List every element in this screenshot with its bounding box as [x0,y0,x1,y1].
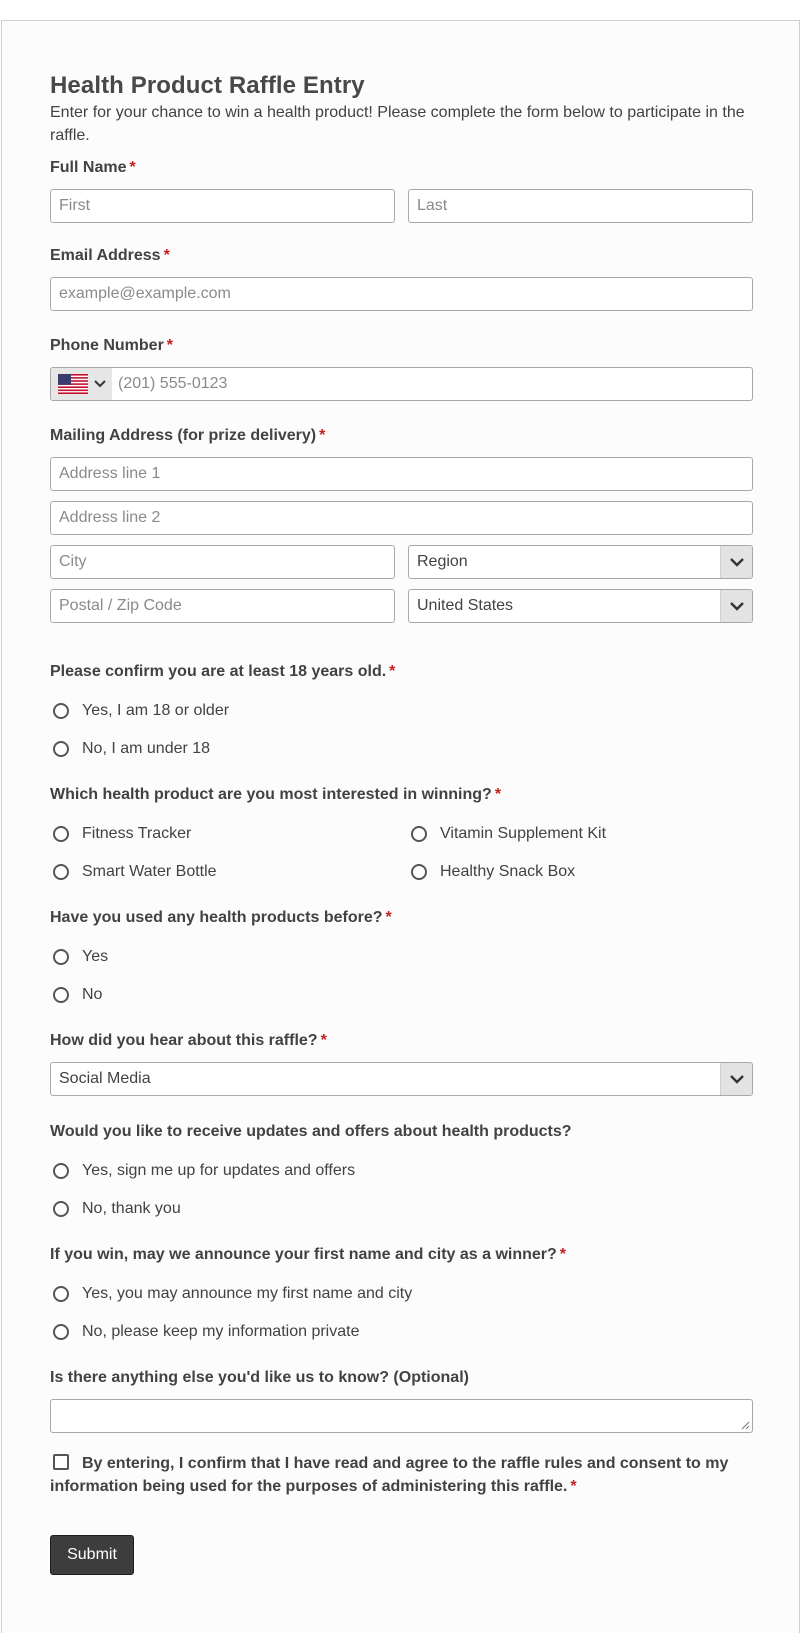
required-marker: * [319,427,326,444]
last-name-input[interactable] [408,189,753,223]
updates-option-no[interactable]: No, thank you [50,1200,181,1218]
product-option-fitness-tracker[interactable]: Fitness Tracker [50,825,191,843]
country-code-select[interactable] [51,368,112,400]
region-select-value: Region [417,553,468,570]
required-marker: * [494,786,502,803]
announce-label: If you win, may we announce your first name and city as a winner? * [50,1246,567,1263]
radio-button[interactable] [53,949,69,965]
address-line2-input[interactable] [50,501,753,535]
used-before-label: Have you used any health products before? * [50,909,392,926]
age-option-yes[interactable]: Yes, I am 18 or older [50,702,229,720]
notes-textarea[interactable] [50,1399,753,1433]
us-flag-icon [58,374,88,394]
radio-button[interactable] [53,1163,69,1179]
region-select[interactable] [408,545,753,579]
form-card [1,20,800,1633]
consent-checkbox[interactable] [53,1454,69,1470]
form-description: Enter for your chance to win a health product! Please complete the form below to participate in the raffle. [50,104,745,144]
consent-text: By entering, I confirm that I have read and agree to the raffle rules and consent to my information being used for the purposes of administering this raffle. [50,1455,729,1495]
radio-button[interactable] [53,1324,69,1340]
radio-button[interactable] [53,703,69,719]
updates-option-yes[interactable]: Yes, sign me up for updates and offers [50,1162,355,1180]
country-select[interactable] [408,589,753,623]
required-marker: * [559,1246,567,1263]
required-marker: * [389,663,396,680]
first-name-input[interactable] [50,189,395,223]
required-marker: * [320,1032,327,1049]
chevron-down-icon [720,1063,752,1095]
product-option-snack-box[interactable]: Healthy Snack Box [408,863,575,881]
radio-button[interactable] [53,864,69,880]
radio-button[interactable] [53,1286,69,1302]
required-marker: * [385,909,392,926]
phone-label: Phone Number * [50,337,174,354]
used-before-option-yes[interactable]: Yes [50,948,108,966]
radio-button[interactable] [53,1201,69,1217]
phone-input[interactable] [112,368,752,400]
country-select-value: United States [417,597,514,614]
heard-about-select[interactable] [50,1062,753,1096]
email-input[interactable] [50,277,753,311]
required-marker: * [570,1478,577,1495]
radio-button[interactable] [53,826,69,842]
required-marker: * [129,159,136,176]
consent-row [50,1452,753,1498]
city-input[interactable] [50,545,395,579]
product-label: Which health product are you most interested in winning? * [50,786,502,803]
radio-button[interactable] [53,741,69,757]
phone-field [50,367,753,401]
full-name-label: Full Name * [50,159,136,176]
announce-option-no[interactable]: No, please keep my information private [50,1323,359,1341]
radio-button[interactable] [411,826,427,842]
used-before-option-no[interactable]: No [50,986,102,1004]
chevron-down-icon [94,380,106,388]
form-title: Health Product Raffle Entry [50,72,365,99]
submit-button[interactable]: Submit [50,1535,134,1575]
announce-option-yes[interactable]: Yes, you may announce my first name and city [50,1285,412,1303]
product-option-vitamin-kit[interactable]: Vitamin Supplement Kit [408,825,606,843]
address-line1-input[interactable] [50,457,753,491]
age-option-no[interactable]: No, I am under 18 [50,740,210,758]
email-label: Email Address * [50,247,170,264]
updates-label: Would you like to receive updates and offers about health products? [50,1123,572,1140]
notes-label: Is there anything else you'd like us to know? (Optional) [50,1369,469,1386]
heard-about-select-value: Social Media [59,1070,151,1087]
mailing-address-label: Mailing Address (for prize delivery) * [50,427,326,444]
required-marker: * [163,247,170,264]
required-marker: * [166,337,174,354]
chevron-down-icon [720,590,752,622]
product-option-water-bottle[interactable]: Smart Water Bottle [50,863,217,881]
resize-grip-icon[interactable] [741,1421,750,1430]
postal-code-input[interactable] [50,589,395,623]
age-label: Please confirm you are at least 18 years old. * [50,663,396,680]
radio-button[interactable] [53,987,69,1003]
radio-button[interactable] [411,864,427,880]
heard-about-label: How did you hear about this raffle? * [50,1032,327,1049]
chevron-down-icon [720,546,752,578]
